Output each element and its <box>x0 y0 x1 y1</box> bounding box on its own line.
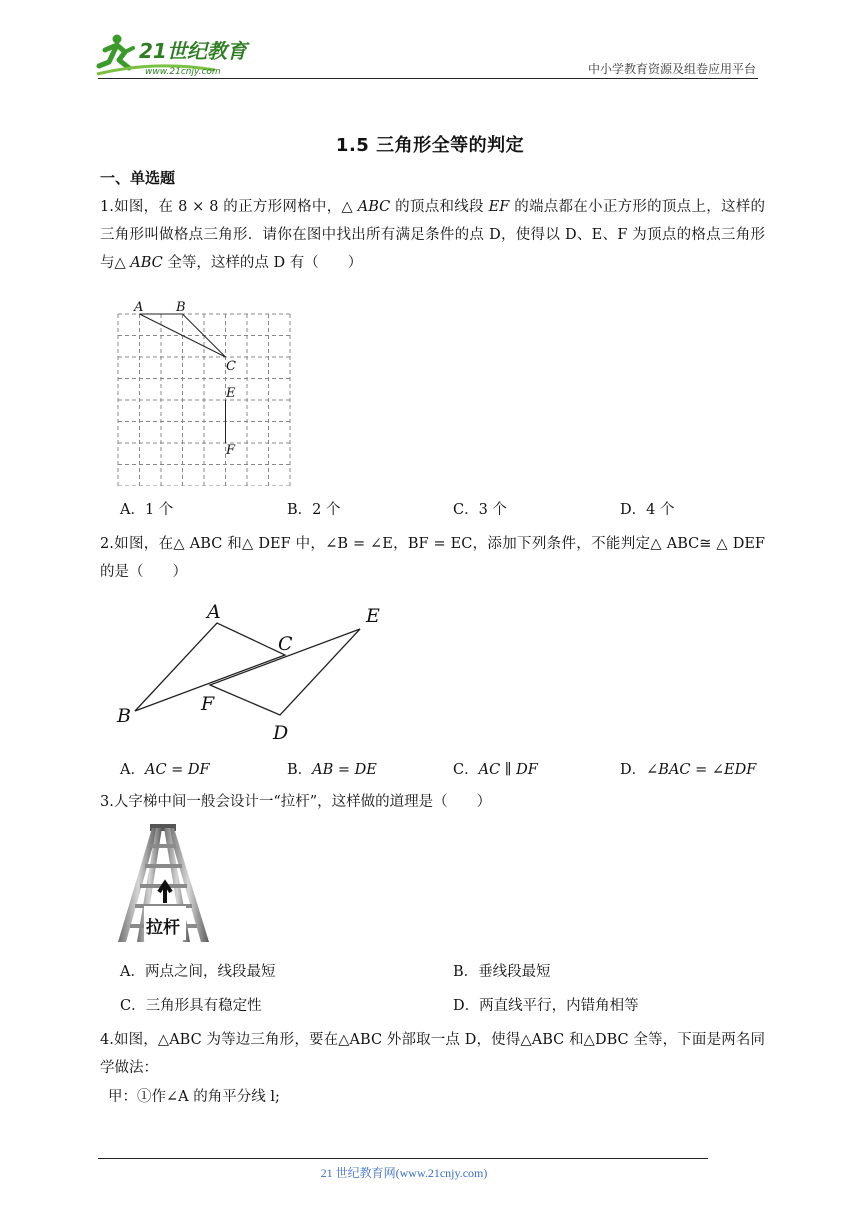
q3-option-a[interactable]: A．两点之间，线段最短 <box>120 964 276 980</box>
question-3-text: 3.人字梯中间一般会设计一“拉杆”，这样做的道理是（ ） <box>100 794 492 810</box>
site-logo <box>95 30 265 78</box>
question-1-grid-figure <box>110 296 300 486</box>
svg-text:F: F <box>226 443 236 458</box>
question-2-text: 2.如图，在△ ABC 和△ DEF 中，∠B = ∠E，BF = EC，添加下列条件，不能判定△ ABC≅ △ DEF 的是（ ） <box>100 536 765 580</box>
q2-option-d[interactable]: D．∠BAC = ∠EDF <box>620 762 757 778</box>
footer-source[interactable]: 21 世纪教育网(www.21cnjy.com) <box>320 1166 488 1180</box>
q2-option-b[interactable]: B．AB = DE <box>287 762 377 778</box>
q1-option-b[interactable]: B．2 个 <box>287 502 341 518</box>
svg-text:E: E <box>226 386 236 401</box>
question-1-text: 1.如图，在 8 × 8 的正方形网格中，△ ABC 的顶点和线段 EF 的端点都在小正方形的顶点上，这样的三角形叫做格点三角形．请你在图中找出所有满足条件的点 D，使得以 D、E、F 为顶点的格点三角形与△ ABC 全等，这样的点 D 有（ ） <box>100 199 766 271</box>
platform-name: 中小学教育资源及组卷应用平台 <box>587 62 756 76</box>
question-2-triangles-figure <box>110 598 390 748</box>
q1-option-c[interactable]: C．3 个 <box>453 502 507 518</box>
question-3-ladder-figure <box>114 822 212 944</box>
svg-text:A: A <box>207 601 221 623</box>
page-header <box>0 0 860 80</box>
svg-text:21世纪教育: 21世纪教育 <box>139 39 247 63</box>
svg-text:拉杆: 拉杆 <box>146 918 180 938</box>
header-divider <box>98 78 758 79</box>
svg-text:A: A <box>134 300 144 315</box>
question-4-step: 甲：①作∠A 的角平分线 l; <box>108 1089 280 1105</box>
svg-text:B: B <box>176 300 186 315</box>
q2-option-c[interactable]: C．AC ∥ DF <box>453 762 538 778</box>
q1-option-d[interactable]: D．4 个 <box>620 502 675 518</box>
svg-text:F: F <box>201 693 215 715</box>
q3-option-c[interactable]: C．三角形具有稳定性 <box>120 998 262 1014</box>
svg-text:E: E <box>366 605 380 627</box>
svg-text:D: D <box>273 722 289 744</box>
page-title: 1.5 三角形全等的判定 <box>335 135 525 156</box>
svg-text:www.21cnjy.com: www.21cnjy.com <box>145 67 221 77</box>
svg-text:C: C <box>278 633 293 655</box>
q1-option-a[interactable]: A．1 个 <box>120 502 174 518</box>
svg-text:B: B <box>117 705 131 727</box>
q2-option-a[interactable]: A．AC = DF <box>120 762 210 778</box>
svg-text:C: C <box>226 359 236 374</box>
q3-option-d[interactable]: D．两直线平行，内错角相等 <box>453 998 639 1014</box>
question-4-text: 4.如图，△ABC 为等边三角形，要在△ABC 外部取一点 D，使得△ABC 和△DBC 全等，下面是两名同学做法： <box>100 1032 765 1076</box>
q3-option-b[interactable]: B．垂线段最短 <box>453 964 551 980</box>
footer-divider <box>98 1158 708 1159</box>
section-heading: 一、单选题 <box>100 169 176 187</box>
